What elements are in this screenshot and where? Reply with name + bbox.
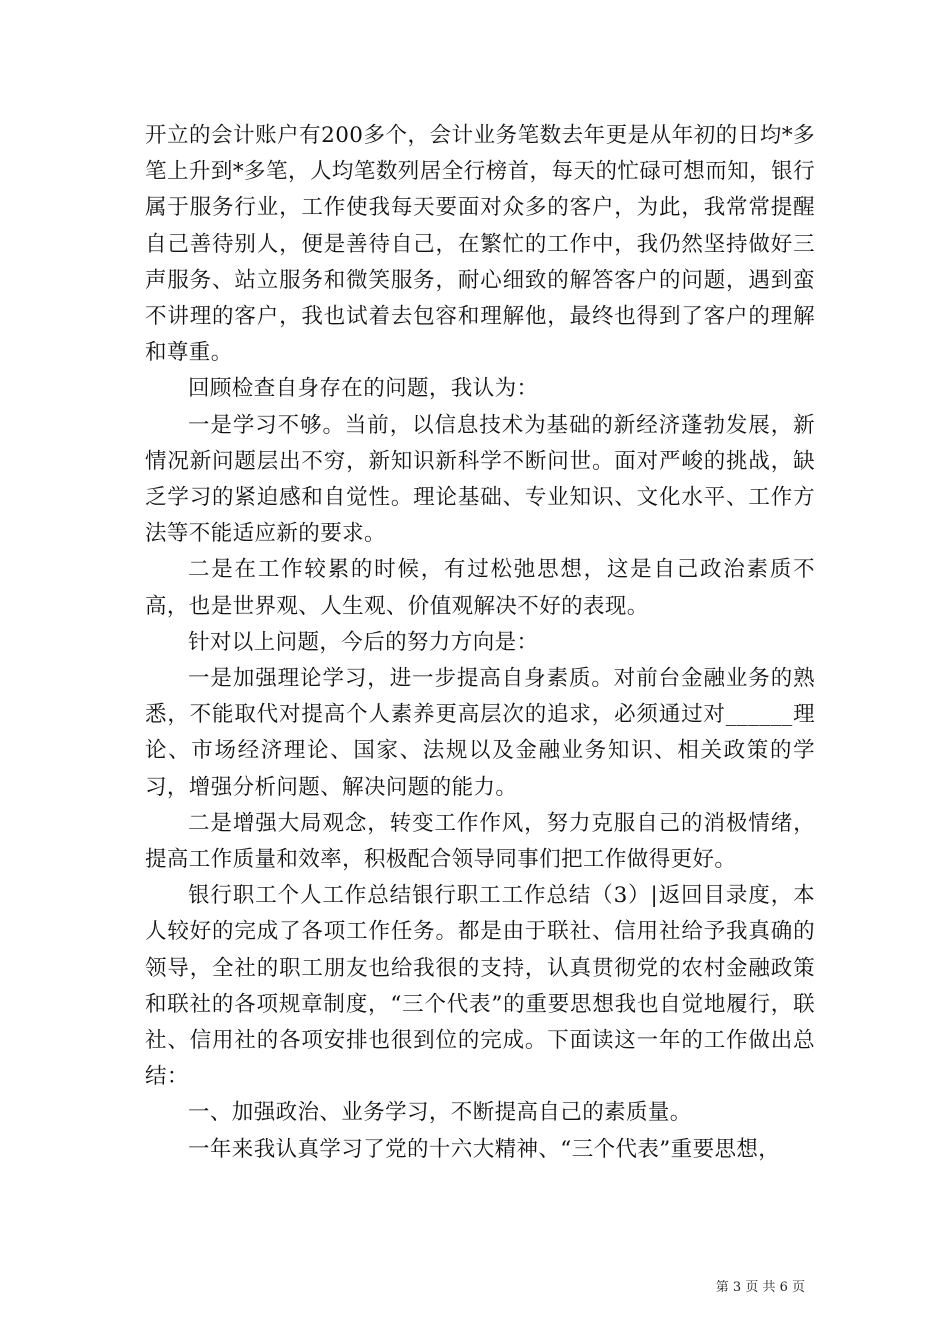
paragraph-6: 一是加强理论学习，进一步提高自身素质。对前台金融业务的熟悉，不能取代对提高个人素养更高层次的追求，必须通过对______理论、市场经济理论、国家、法规以及金融业务知识、相关政策的学习，增强分析问题、解决问题的能力。 xyxy=(145,666,815,800)
paragraph-10: 一年来我认真学习了党的十六大精神、“三个代表”重要思想， xyxy=(188,1136,781,1162)
paragraph-2: 回顾检查自身存在的问题，我认为： xyxy=(188,376,539,402)
page-number-footer: 第 3 页 共 6 页 xyxy=(715,1280,805,1295)
paragraph-8: 银行职工个人工作总结银行职工工作总结（3）|返回目录度，本人较好的完成了各项工作任务。都是由于联社、信用社给予我真确的领导，全社的职工朋友也给我很的支持，认真贯彻党的农村金融政策和联社的各项规章制度，“三个代表”的重要思想我也自觉地履行，联社、信用社的各项安排也很到位的完成。下面读这一年的工作做出总结： xyxy=(145,883,815,1090)
document-body xyxy=(145,118,815,1168)
paragraph-4: 二是在工作较累的时候，有过松弛思想，这是自己政治素质不高，也是世界观、人生观、价值观解决不好的表现。 xyxy=(145,557,815,619)
paragraph-1: 开立的会计账户有200多个，会计业务笔数去年更是从年初的日均*多笔上升到*多笔，人均笔数列居全行榜首，每天的忙碌可想而知，银行属于服务行业，工作使我每天要面对众多的客户，为此，我常常提醒自己善待别人，便是善待自己，在繁忙的工作中，我仍然坚持做好三声服务、站立服务和微笑服务，耐心细致的解答客户的问题，遇到蛮不讲理的客户，我也试着去包容和理解他，最终也得到了客户的理解和尊重。 xyxy=(145,123,815,366)
paragraph-7: 二是增强大局观念，转变工作作风，努力克服自己的消极情绪，提高工作质量和效率，积极配合领导同事们把工作做得更好。 xyxy=(145,810,815,873)
paragraph-5: 针对以上问题，今后的努力方向是： xyxy=(188,629,539,655)
paragraph-9: 一、加强政治、业务学习，不断提高自己的素质量。 xyxy=(188,1100,692,1126)
paragraph-3: 一是学习不够。当前，以信息技术为基础的新经济蓬勃发展，新情况新问题层出不穷，新知识新科学不断问世。面对严峻的挑战，缺乏学习的紧迫感和自觉性。理论基础、专业知识、文化水平、工作方法等不能适应新的要求。 xyxy=(145,412,815,547)
